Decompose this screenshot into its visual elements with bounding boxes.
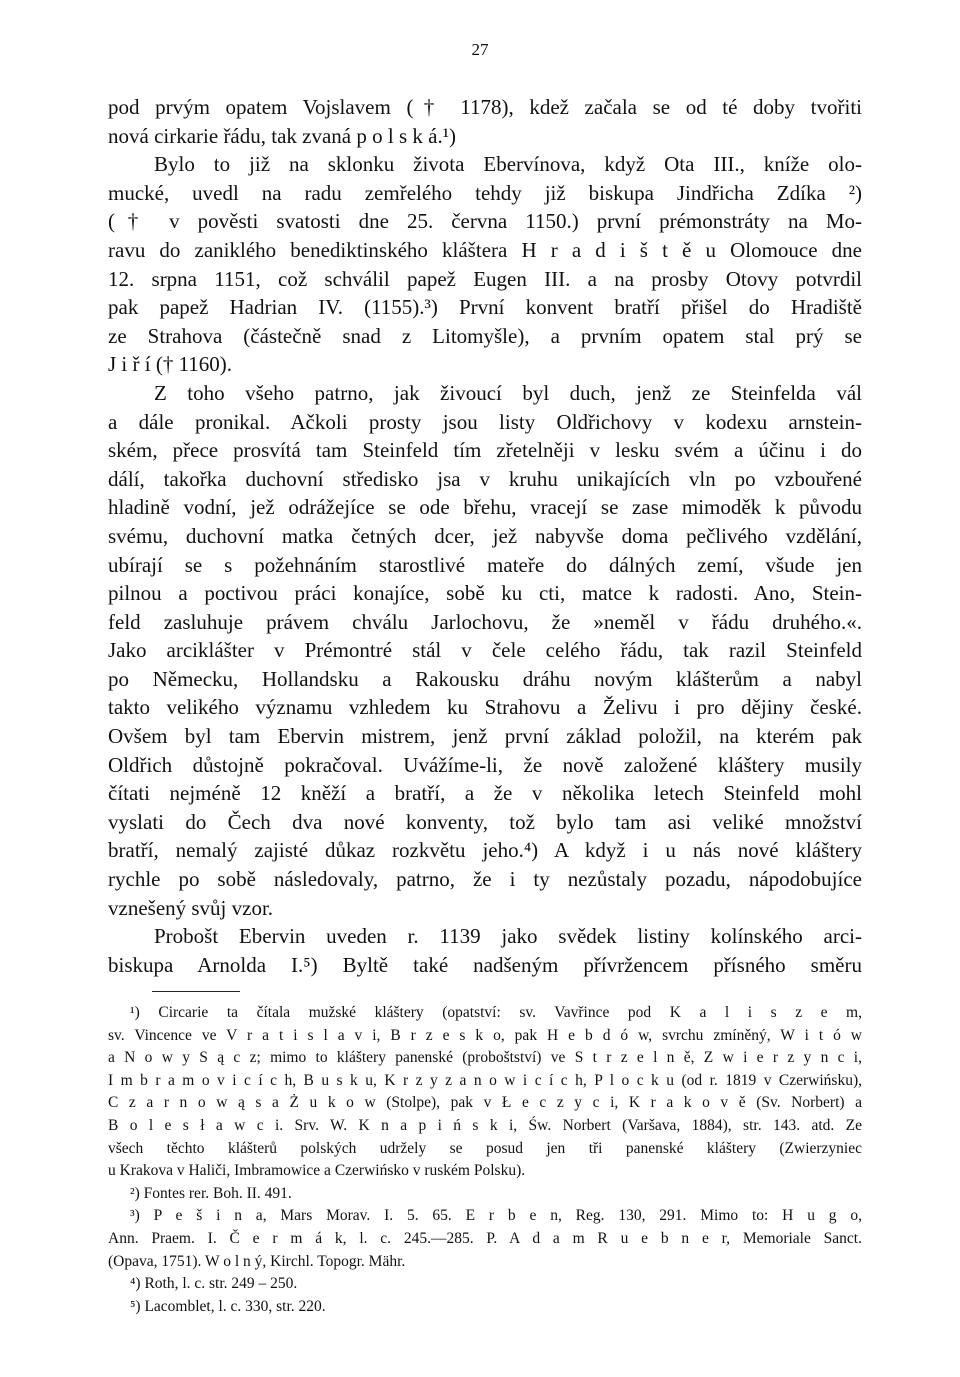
footnote-line: všech těchto klášterů polských udržely se posud jen tři panenské kláštery (Zwierzyniec	[108, 1139, 862, 1157]
body-text-line: svému, duchovní matka četných dcer, jež nabyvše doma pečlivého vzdělání,	[108, 523, 862, 548]
body-text-line: ubírají se s požehnáním starostlivé mateře do dálných zemí, všude jen	[108, 552, 862, 577]
body-text-line: pilnou a poctivou práci konajíce, sobě ku cti, matce k radosti. Ano, Stein-	[108, 581, 862, 606]
body-text-line: ze Strahova (částečně snad z Litomyšle), a prvním opatem stal prý se	[108, 323, 862, 348]
footnote-line: u Krakova v Haliči, Imbramowice a Czerwińsko v ruském Polsku).	[108, 1162, 526, 1180]
body-text-line: († v pověsti svatosti dne 25. června 1150.) první prémonstráty na Mo-	[108, 209, 862, 234]
body-text-line: biskupa Arnolda I.⁵) Byltě také nadšeným přívržencem přísného směru	[108, 952, 862, 977]
footnote-line: a N o w y S ą c z; mimo to kláštery panenské (proboštství) ve S t r z e l n ě, Z w i e r z y n c i,	[108, 1049, 862, 1067]
footnote-line: ³) P e š i n a, Mars Morav. I. 5. 65. E r b e n, Reg. 130, 291. Mimo to: H u g o,	[130, 1207, 862, 1225]
footnote-line: ⁴) Roth, l. c. str. 249 – 250.	[130, 1275, 298, 1293]
body-text-line: mucké, uvedl na radu zemřelého tehdy již biskupa Jindřicha Zdíka ²)	[108, 180, 862, 205]
footnote-line: Ann. Praem. I. Č e r m á k, l. c. 245.—285. P. A d a m R u e b n e r, Memoriale Sanct.	[108, 1229, 862, 1247]
footnote-line: (Opava, 1751). W o l n ý, Kirchl. Topogr. Mähr.	[108, 1252, 406, 1270]
footnote-line: ⁵) Lacomblet, l. c. 330, str. 220.	[130, 1297, 326, 1315]
footnote-line: B o l e s ł a w c i. Srv. W. K n a p i ń s k i, Św. Norbert (Varšava, 1884), str. 143. atd. Ze	[108, 1116, 862, 1134]
body-text-line: nová cirkarie řádu, tak zvaná p o l s k á.¹)	[108, 123, 456, 148]
body-text-line: Ovšem byl tam Ebervin mistrem, jenž první základ položil, na kterém pak	[108, 724, 862, 749]
body-text-line: hladině vodní, jež odrážejíce se ode břehu, vracejí se zase mimoděk k původu	[108, 495, 862, 520]
footnote-line: I m b r a m o v i c í c h, B u s k u, K r z y z a n o w i c í c h, P l o c k u (od r. 1819 v Czerwińsku),	[108, 1071, 862, 1089]
body-text-line: Probošt Ebervin uveden r. 1139 jako svědek listiny kolínského arci-	[154, 924, 862, 949]
footnote-line: sv. Vincence ve V r a t i s l a v i, B r z e s k o, pak H e b d ó w, svrchu zmíněný, W i t ó w	[108, 1026, 862, 1044]
body-text-line: Bylo to již na sklonku života Ebervínova, když Ota III., kníže olo-	[154, 152, 862, 177]
main-text	[108, 93, 862, 979]
body-text-line: pak papež Hadrian IV. (1155).³) První konvent bratří přišel do Hradiště	[108, 295, 862, 320]
body-text-line: ravu do zaniklého benediktinského kláštera H r a d i š t ě u Olomouce dne	[108, 237, 862, 262]
body-text-line: ském, přece prosvítá tam Steinfeld tím zřetelněji v lesku svém a účinu i do	[108, 438, 862, 463]
body-text-line: dálí, takořka duchovní středisko jsa v kruhu unikajících vln po vzbouřené	[108, 466, 862, 491]
footnote-line: ¹) Circarie ta čítala mužské kláštery (opatství: sv. Vavřince pod K a l i s z e m,	[130, 1004, 862, 1021]
body-text-line: vyslati do Čech dva nové konventy, tož bylo tam asi veliké množství	[108, 809, 862, 834]
body-text-line: Jako arciklášter v Prémontré stál v čele celého řádu, tak razil Steinfeld	[108, 638, 862, 663]
body-text-line: Oldřich důstojně pokračoval. Uvážíme-li, že nově založené kláštery musily	[108, 752, 862, 777]
body-text-line: 12. srpna 1151, což schválil papež Eugen III. a na prosby Otovy potvrdil	[108, 266, 862, 291]
body-text-line: rychle po sobě následovaly, patrno, že i ty nezůstaly pozadu, nápodobujíce	[108, 867, 862, 892]
body-text-line: pod prvým opatem Vojslavem († 1178), kdež začala se od té doby tvořiti	[108, 95, 862, 119]
body-text-line: vznešený svůj vzor.	[108, 895, 274, 920]
body-text-line: feld zasluhuje právem chválu Jarlochovu, že »neměl v řádu druhého.«.	[108, 609, 862, 634]
body-text-line: Z toho všeho patrno, jak živoucí byl duch, jenž ze Steinfelda vál	[154, 380, 862, 405]
body-text-line: čítati nejméně 12 kněží a bratří, a že v několika letech Steinfeld mohl	[108, 781, 862, 806]
page-number: 27	[471, 40, 489, 59]
footnotes	[108, 1002, 862, 1318]
body-text-line: takto velikého významu vzhledem ku Strahovu a Želivu i pro dějiny české.	[108, 695, 862, 720]
footnote-line: C z a r n o w ą s a Ż u k o w (Stolpe), pak v Ł e c z y c i, K r a k o v ě (Sv. Norbert) a	[108, 1094, 862, 1112]
body-text-line: bratří, nemalý zajisté důkaz rozkvětu jeho.⁴) A když i u nás nové kláštery	[108, 838, 862, 863]
footnote-rule	[152, 991, 240, 992]
body-text-line: J i ř í († 1160).	[108, 352, 233, 377]
body-text-line: po Německu, Hollandsku a Rakousku dráhu novým klášterům a nabyl	[108, 666, 862, 691]
footnote-line: ²) Fontes rer. Boh. II. 491.	[130, 1184, 292, 1202]
body-text-line: a dále pronikal. Ačkoli prosty jsou listy Oldřichovy v kodexu arnstein-	[108, 409, 862, 434]
